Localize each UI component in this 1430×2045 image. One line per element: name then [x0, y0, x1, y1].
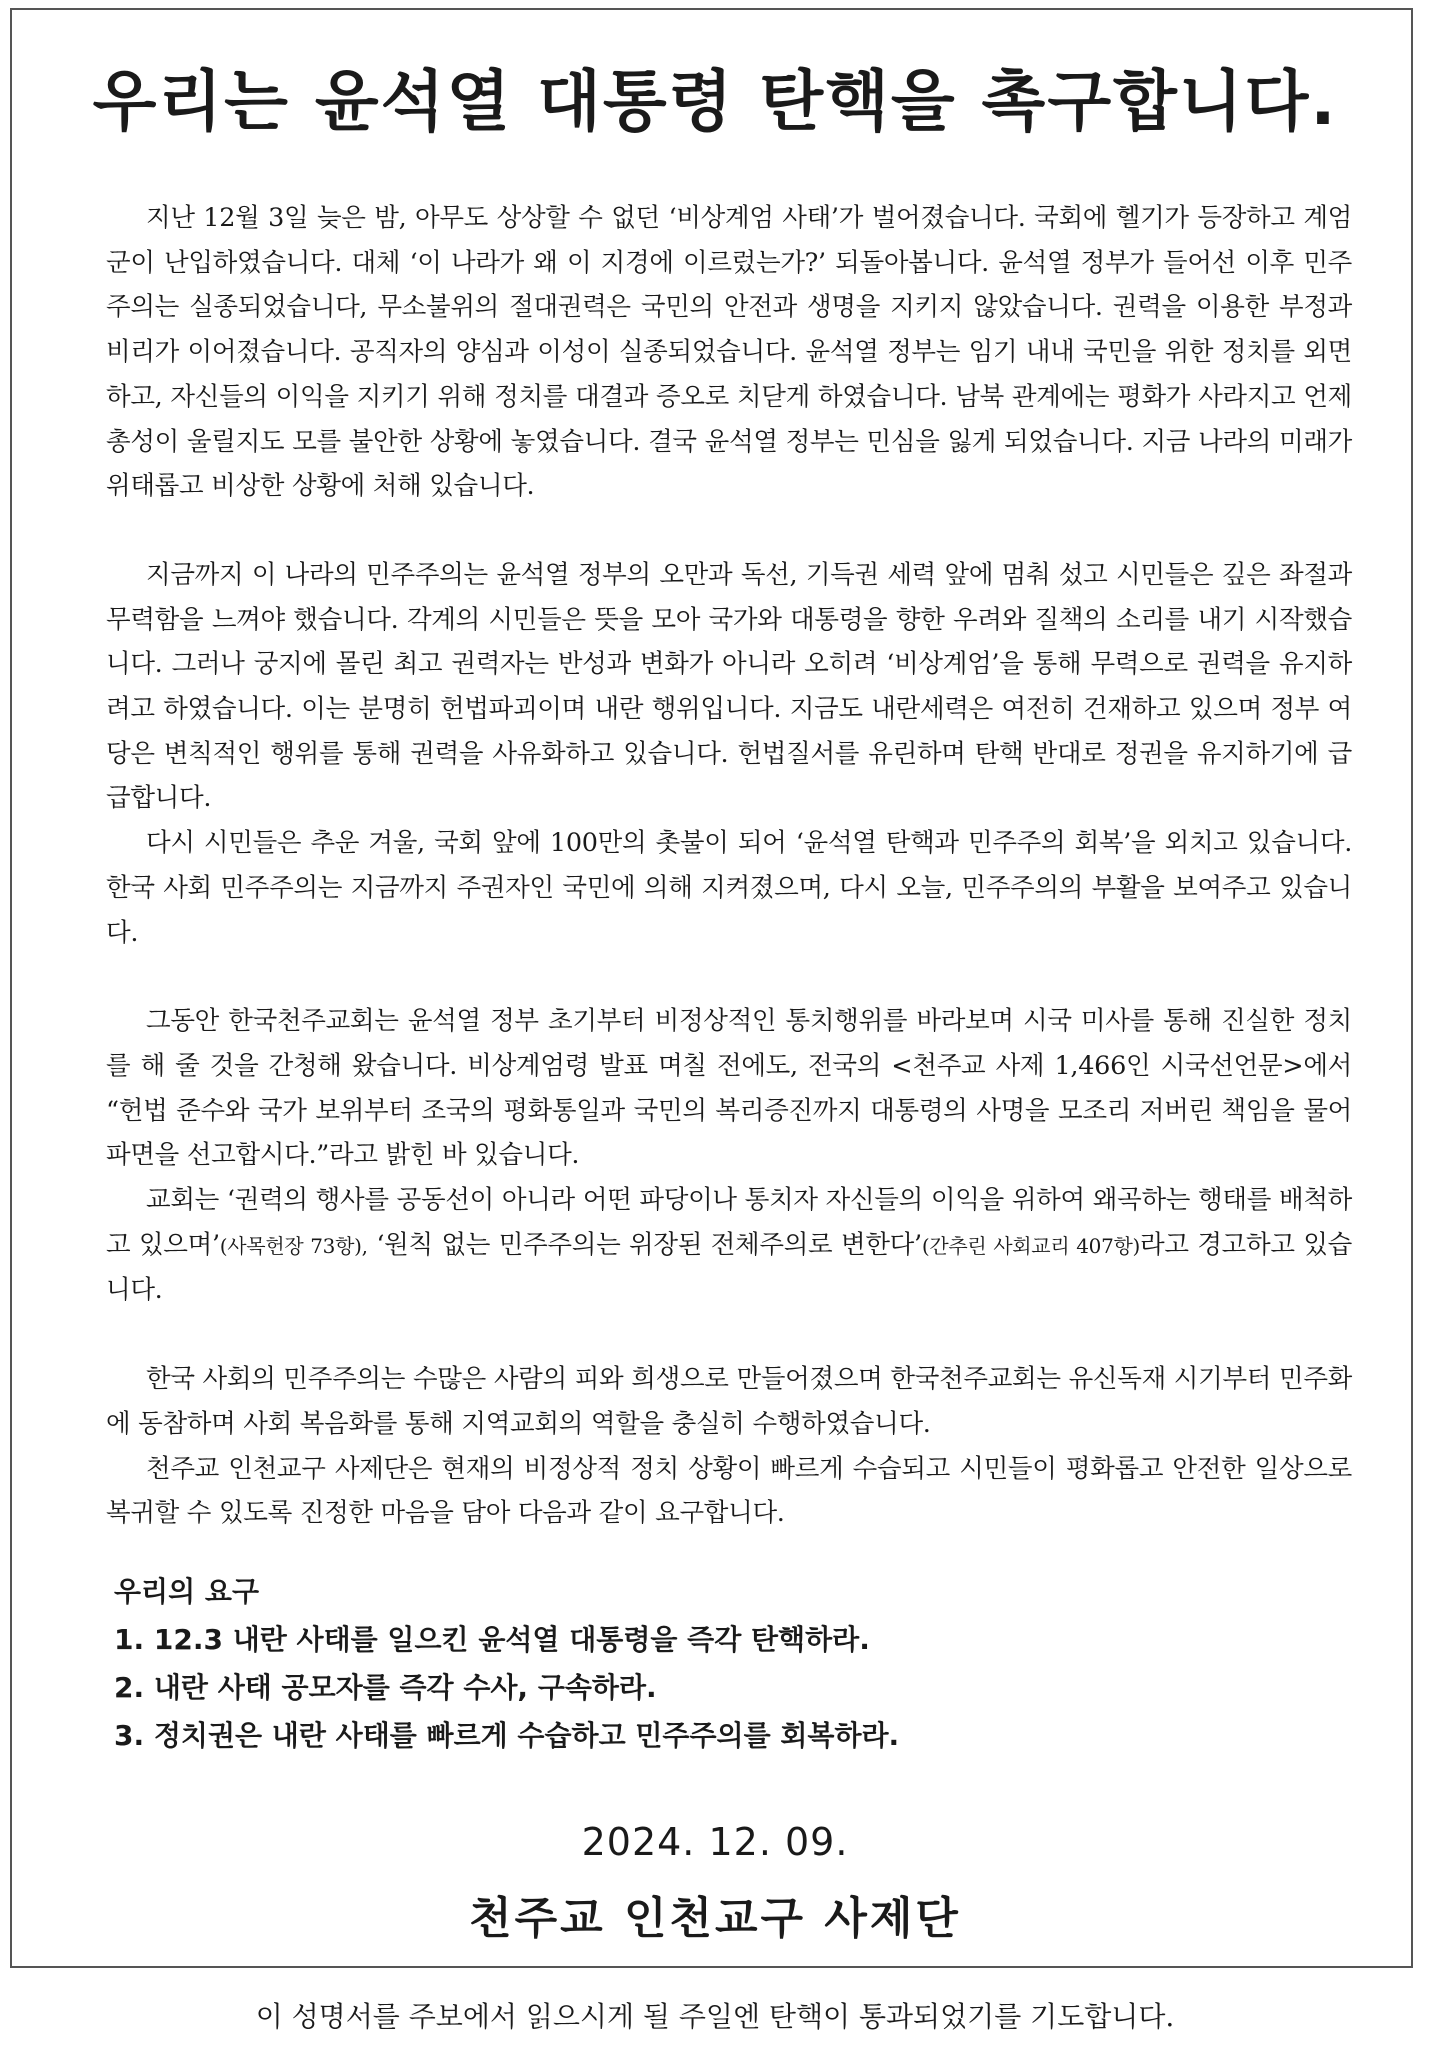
citation: (사목헌장 73항), [219, 1233, 368, 1258]
statement-title: 우리는 윤석열 대통령 탄핵을 촉구합니다. [92, 63, 1338, 140]
paragraph: 한국 사회의 민주주의는 수많은 사람의 피와 희생으로 만들어졌으며 한국천주교회는 유신독재 시기부터 민주화에 동참하며 사회 복음화를 통해 지역교회의 역할을 충실히 수행하였습니다. [106, 1364, 1352, 1439]
demands-heading: 우리의 요구 [114, 1575, 259, 1608]
paragraph-with-citations [106, 1178, 1352, 1313]
citation: (간추린 사회교리 407항) [921, 1233, 1141, 1258]
statement-date: 2024. 12. 09. [581, 1820, 849, 1864]
footer-note: 이 성명서를 주보에서 읽으시게 될 주일엔 탄핵이 통과되었기를 기도합니다. [255, 2000, 1175, 2033]
demand-item: 3. 정치권은 내란 사태를 빠르게 수습하고 민주주의를 회복하라. [114, 1719, 900, 1752]
signature: 천주교 인천교구 사제단 [469, 1893, 961, 1944]
paragraph: 천주교 인천교구 사제단은 현재의 비정상적 정치 상황이 빠르게 수습되고 시민들이 평화롭고 안전한 일상으로 복귀할 수 있도록 진정한 마음을 담아 다음과 같이 요구합니다. [106, 1453, 1352, 1529]
paragraph: 지난 12월 3일 늦은 밤, 아무도 상상할 수 없던 ‘비상계엄 사태’가 벌어졌습니다. 국회에 헬기가 등장하고 계엄군이 난입하였습니다. 대체 ‘이 나라가 왜 이 지경에 이르렀는가?’ 되돌아봅니다. 윤석열 정부가 들어선 이후 민주주의는 실종되었습니다, 무소불위의 절대권력은 국민의 안전과 생명을 지키지 않았습니다. 권력을 이용한 부정과 비리가 이어졌습니다. 공직자의 양심과 이성이 실종되었습니다. 윤석열 정부는 임기 내내 국민을 위한 정치를 외면하고, 자신들의 이익을 지키기 위해 정치를 대결과 증오로 치닫게 하였습니다. 남북 관계에는 평화가 사라지고 언제 총성이 울릴지도 모를 불안한 상황에 놓였습니다. 결국 윤석열 정부는 민심을 잃게 되었습니다. 지금 나라의 미래가 위태롭고 비상한 상황에 처해 있습니다. [106, 203, 1352, 502]
paragraph-text: ‘원칙 없는 민주주의는 위장된 전체주의로 변한다’ [367, 1229, 922, 1260]
paragraph-text: 교회는 ‘권력의 행사를 공동선이 아니라 어떤 파당이나 통치자 자신들의 이익을 위하여 왜곡하는 행태를 배척하고 있으며’ [106, 1185, 1352, 1260]
statement-body [106, 196, 1352, 1536]
paragraph-text: 라고 경고하고 있습니다. [106, 1229, 1352, 1306]
paragraph: 다시 시민들은 추운 겨울, 국회 앞에 100만의 촛불이 되어 ‘윤석열 탄핵과 민주주의 회복’을 외치고 있습니다. 한국 사회 민주주의는 지금까지 주권자인 국민에 의해 지켜졌으며, 다시 오늘, 민주주의의 부활을 보여주고 있습니다. [106, 828, 1352, 948]
demand-item: 2. 내란 사태 공모자를 즉각 수사, 구속하라. [114, 1671, 657, 1704]
paragraph: 그동안 한국천주교회는 윤석열 정부 초기부터 비정상적인 통치행위를 바라보며 시국 미사를 통해 진실한 정치를 해 줄 것을 간청해 왔습니다. 비상계엄령 발표 며칠 전에도, 전국의 <천주교 사제 1,466인 시국선언문>에서 “헌법 준수와 국가 보위부터 조국의 평화통일과 국민의 복리증진까지 대통령의 사명을 모조리 저버린 책임을 물어 파면을 선고합시다.”라고 밝힌 바 있습니다. [106, 1006, 1352, 1171]
demand-item: 1. 12.3 내란 사태를 일으킨 윤석열 대통령을 즉각 탄핵하라. [114, 1623, 870, 1656]
demands-section [114, 1568, 899, 1760]
paragraph: 지금까지 이 나라의 민주주의는 윤석열 정부의 오만과 독선, 기득권 세력 앞에 멈춰 섰고 시민들은 깊은 좌절과 무력함을 느껴야 했습니다. 각계의 시민들은 뜻을 모아 국가와 대통령을 향한 우려와 질책의 소리를 내기 시작했습니다. 그러나 궁지에 몰린 최고 권력자는 반성과 변화가 아니라 오히려 ‘비상계엄’을 통해 무력으로 권력을 유지하려고 하였습니다. 이는 분명히 헌법파괴이며 내란 행위입니다. 지금도 내란세력은 여전히 건재하고 있으며 정부 여당은 변칙적인 행위를 통해 권력을 사유화하고 있습니다. 헌법질서를 유린하며 탄핵 반대로 정권을 유지하기에 급급합니다. [106, 559, 1352, 814]
